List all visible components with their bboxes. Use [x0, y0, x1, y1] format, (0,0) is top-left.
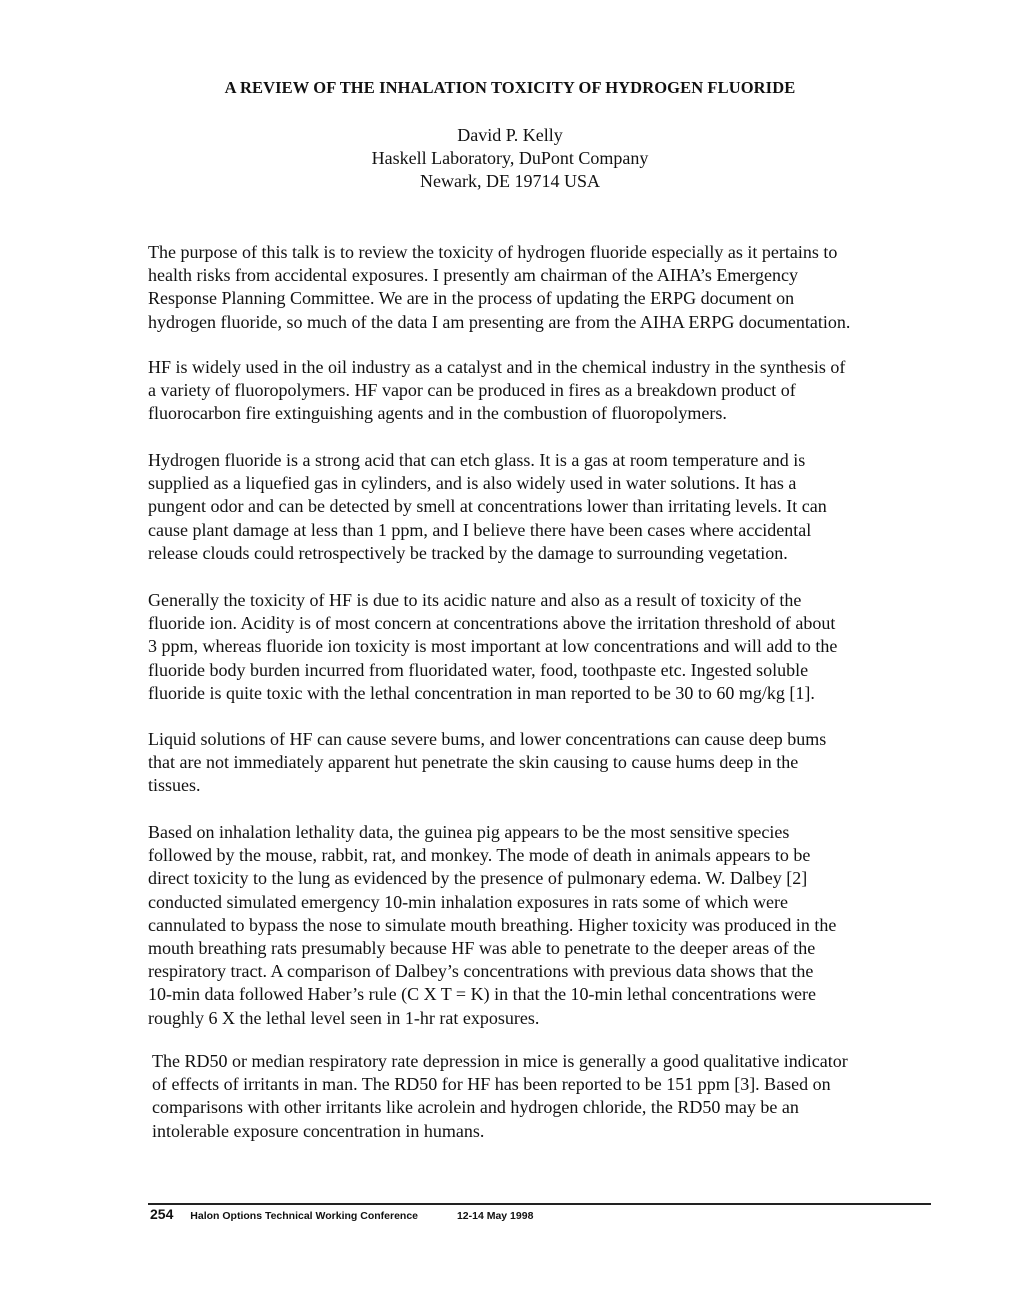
text-line: 10-min data followed Haber’s rule (C X T = K) in that the 10-min lethal concentrations were — [148, 984, 816, 1005]
text-line: mouth breathing rats presumably because HF was able to penetrate to the deeper areas of the — [148, 938, 816, 959]
text-line: Generally the toxicity of HF is due to its acidic nature and also as a result of toxicity of the — [148, 590, 802, 610]
footer — [150, 1206, 533, 1222]
text-line: of effects of irritants in man. The RD50 for HF has been reported to be 151 ppm [3]. Based on — [152, 1074, 831, 1095]
text-line: cannulated to bypass the nose to simulate mouth breathing. Higher toxicity was produced in the — [148, 914, 837, 935]
text-line: comparisons with other irritants like acrolein and hydrogen chloride, the RD50 may be an — [152, 1097, 799, 1118]
text-line: pungent odor and can be detected by smell at concentrations lower than irritating levels. It can — [148, 496, 827, 517]
text-line: tissues. — [148, 775, 201, 796]
text-line: HF is widely used in the oil industry as a catalyst and in the chemical industry in the synthesis of — [148, 357, 846, 377]
text-line: The purpose of this talk is to review the toxicity of hydrogen fluoride especially as it pertains to — [148, 242, 838, 262]
text-line: intolerable exposure concentration in humans. — [152, 1120, 485, 1141]
paragraph — [148, 241, 948, 334]
author-block — [0, 124, 1020, 193]
page-number: 254 — [150, 1206, 174, 1222]
author-affiliation: Haskell Laboratory, DuPont Company — [371, 148, 649, 168]
footer-rule — [148, 1203, 931, 1205]
paragraph — [148, 449, 948, 565]
text-line: fluorocarbon fire extinguishing agents and in the combustion of fluoropolymers. — [148, 403, 727, 424]
conference-date: 12-14 May 1998 — [456, 1210, 534, 1222]
text-line: respiratory tract. A comparison of Dalbey’s concentrations with previous data shows that the — [148, 961, 814, 982]
conference-name: Halon Options Technical Working Conference — [190, 1210, 419, 1222]
text-line: hydrogen fluoride, so much of the data I am presenting are from the AIHA ERPG documentation. — [148, 311, 851, 332]
text-line: Response Planning Committee. We are in the process of updating the ERPG document on — [148, 288, 795, 309]
text-line: fluoride is quite toxic with the lethal concentration in man reported to be 30 to 60 mg/kg [1]. — [148, 682, 815, 703]
text-line: Based on inhalation lethality data, the guinea pig appears to be the most sensitive species — [148, 822, 790, 842]
text-line: Hydrogen fluoride is a strong acid that can etch glass. It is a gas at room temperature and is — [148, 450, 806, 470]
text-line: conducted simulated emergency 10-min inhalation exposures in rats some of which were — [148, 891, 788, 912]
paragraph — [148, 356, 948, 426]
text-line: followed by the mouse, rabbit, rat, and monkey. The mode of death in animals appears to be — [148, 845, 811, 866]
paragraph — [148, 821, 948, 1030]
text-line: The RD50 or median respiratory rate depression in mice is generally a good qualitative indicator — [152, 1051, 848, 1071]
text-line: supplied as a liquefied gas in cylinders, and is also widely used in water solutions. It has a — [148, 473, 797, 494]
author-name: David P. Kelly — [457, 125, 563, 145]
paragraph — [148, 589, 948, 705]
author-address: Newark, DE 19714 USA — [420, 171, 600, 191]
text-line: fluoride body burden incurred from fluoridated water, food, toothpaste etc. Ingested soluble — [148, 659, 809, 680]
paragraph — [152, 1050, 952, 1143]
text-line: Liquid solutions of HF can cause severe bums, and lower concentrations can cause deep bums — [148, 729, 827, 749]
text-line: release clouds could retrospectively be tracked by the damage to surrounding vegetation. — [148, 542, 788, 563]
text-line: that are not immediately apparent hut penetrate the skin causing to cause hums deep in the — [148, 752, 799, 773]
text-line: cause plant damage at less than 1 ppm, and I believe there have been cases where accidental — [148, 519, 812, 540]
text-line: fluoride ion. Acidity is of most concern at concentrations above the irritation threshold of about — [148, 613, 836, 634]
text-line: 3 ppm, whereas fluoride ion toxicity is most important at low concentrations and will add to the — [148, 636, 838, 657]
text-line: direct toxicity to the lung as evidenced by the presence of pulmonary edema. W. Dalbey [2] — [148, 868, 808, 889]
page-title: A REVIEW OF THE INHALATION TOXICITY OF HYDROGEN FLUORIDE — [224, 78, 796, 97]
text-line: health risks from accidental exposures. I presently am chairman of the AIHA’s Emergency — [148, 265, 798, 286]
paragraph — [148, 728, 948, 798]
text-line: a variety of fluoropolymers. HF vapor can be produced in fires as a breakdown product of — [148, 380, 796, 401]
text-line: roughly 6 X the lethal level seen in 1-hr rat exposures. — [148, 1007, 540, 1028]
